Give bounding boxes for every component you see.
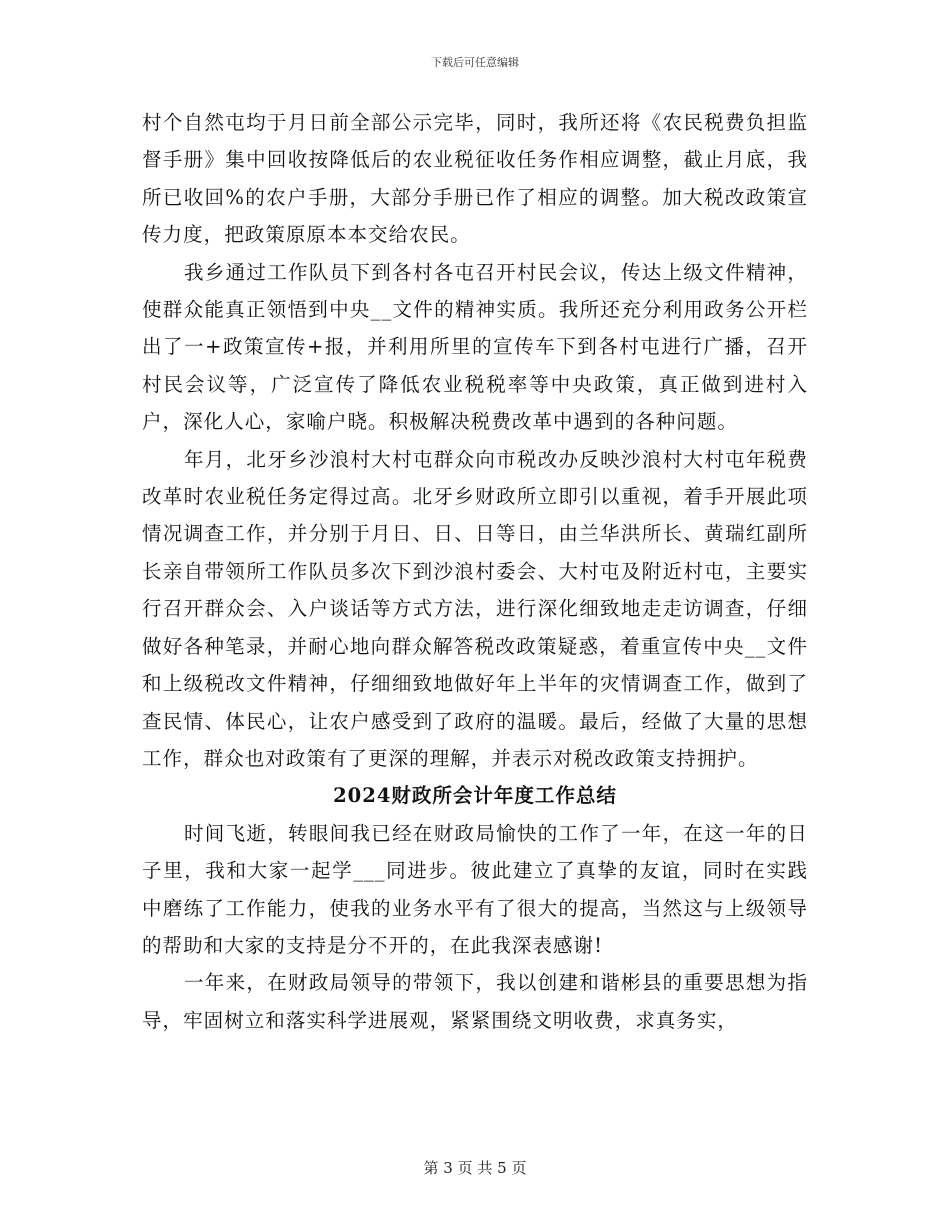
page-footer: 第 3 页 共 5 页 (423, 1159, 527, 1177)
paragraph-continuation: 村个自然屯均于月日前全部公示完毕，同时，我所还将《农民税费负担监督手册》集中回收按降低后的农业税征收任务作相应调整，截止月底，我所已收回%的农户手册，大部分手册已作了相应的调整。加大税改政策宣传力度，把政策原原本本交给农民。 (142, 111, 808, 247)
paragraph-investigation: 年月，北牙乡沙浪村大村屯群众向市税改办反映沙浪村大村屯年税费改革时农业税任务定得过高。北牙乡财政所立即引以重视，着手开展此项情况调查工作，并分别于月日、日、日等日，由兰华洪所长、黄瑞红副所长亲自带领所工作队员多次下到沙浪村委会、大村屯及附近村屯，主要实行召开群众会、入户谈话等方式方法，进行深化细致地走走访调查，仔细做好各种笔录，并耐心地向群众解答税改政策疑惑，着重宣传中央__文件和上级税改文件精神，仔细细致地做好年上半年的灾情调查工作，做到了查民情、体民心，让农户感受到了政府的温暖。最后，经做了大量的思想工作，群众也对政策有了更深的理解，并表示对税改政策支持拥护。 (142, 447, 808, 770)
paragraph-intro: 时间飞逝，转眼间我已经在财政局愉快的工作了一年，在这一年的日子里，我和大家一起学___同进步。彼此建立了真挚的友谊，同时在实践中磨练了工作能力，使我的业务水平有了很大的提高，当然这与上级领导的帮助和大家的支持是分不开的，在此我深表感谢! (142, 821, 808, 957)
paragraph-publicity: 我乡通过工作队员下到各村各屯召开村民会议，传达上级文件精神，使群众能真正领悟到中央__文件的精神实质。我所还充分利用政务公开栏出了一+政策宣传+报，并利用所里的宣传车下到各村屯进行广播，召开村民会议等，广泛宣传了降低农业税税率等中央政策，真正做到进村入户，深化人心，家喻户晓。积极解决税费改革中遇到的各种问题。 (142, 260, 808, 434)
document-body (142, 104, 808, 1039)
section-title: 2024财政所会计年度工作总结 (333, 784, 617, 808)
paragraph-year-review: 一年来，在财政局领导的带领下，我以创建和谐彬县的重要思想为指导，牢固树立和落实科学进展观，紧紧围绕文明收费，求真务实， (142, 971, 808, 1032)
page-header: 下载后可任意编辑 (431, 56, 519, 69)
